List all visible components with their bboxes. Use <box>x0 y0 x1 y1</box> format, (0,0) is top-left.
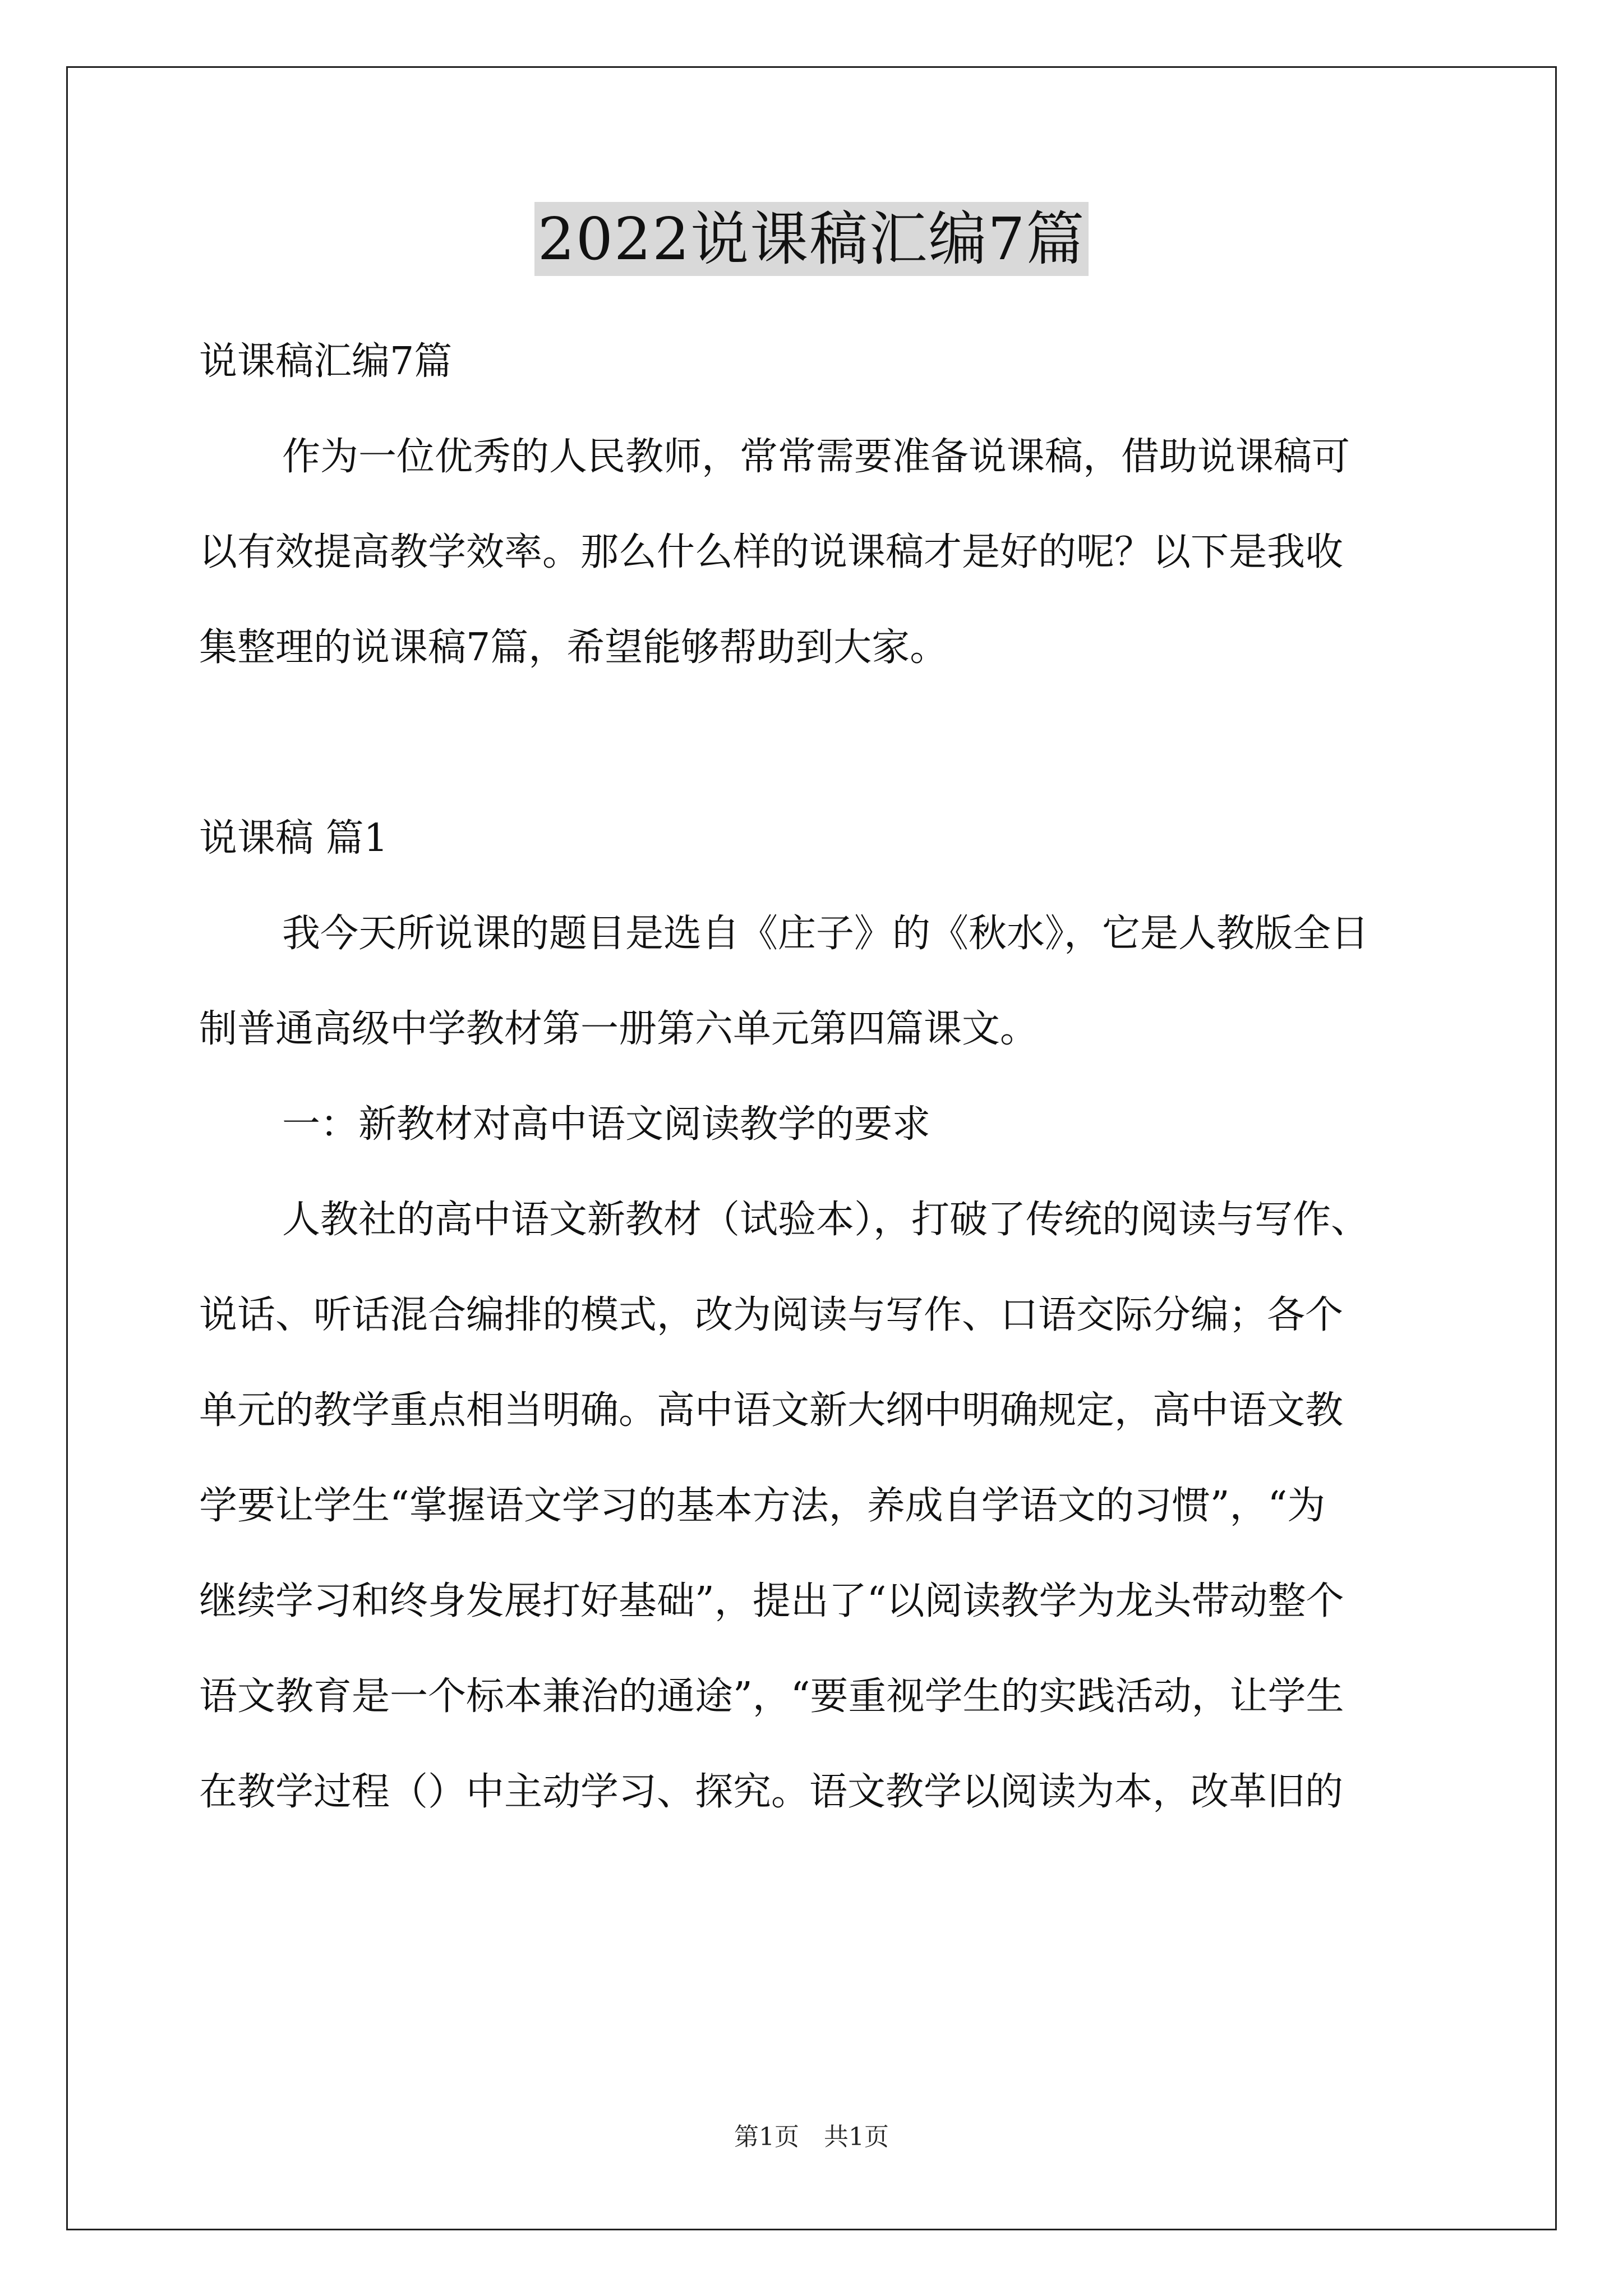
title-area <box>0 202 1623 276</box>
body-line: 制普通高级中学教材第一册第六单元第四篇课文。 <box>199 1007 1039 1051</box>
body-line: 学要让学生“掌握语文学习的基本方法，养成自学语文的习惯”，“为 <box>199 1484 1326 1528</box>
intro-line: 集整理的说课稿7篇，希望能够帮助到大家。 <box>199 625 948 670</box>
body-line: 人教社的高中语文新教材（试验本），打破了传统的阅读与写作、 <box>282 1198 1370 1242</box>
intro-line: 以有效提高教学效率。那么什么样的说课稿才是好的呢？以下是我收 <box>199 530 1344 574</box>
document-body <box>199 314 1455 1840</box>
page-footer: 第1页 共1页 <box>734 2123 889 2151</box>
body-line: 在教学过程（）中主动学习、探究。语文教学以阅读为本，改革旧的 <box>199 1770 1344 1814</box>
paragraph-gap <box>199 696 1455 791</box>
body-line: 单元的教学重点相当明确。高中语文新大纲中明确规定，高中语文教 <box>199 1388 1344 1433</box>
document-subtitle: 说课稿汇编7篇 <box>199 339 453 384</box>
document-title: 2022说课稿汇编7篇 <box>534 202 1089 276</box>
body-line: 我今天所说课的题目是选自《庄子》的《秋水》，它是人教版全日 <box>282 912 1370 956</box>
body-line: 说话、听话混合编排的模式，改为阅读与写作、口语交际分编；各个 <box>199 1293 1344 1337</box>
intro-line: 作为一位优秀的人民教师，常常需要准备说课稿，借助说课稿可 <box>282 435 1350 479</box>
body-line: 继续学习和终身发展打好基础”，提出了“以阅读教学为龙头带动整个 <box>199 1579 1344 1623</box>
section-heading: 说课稿 篇1 <box>199 816 388 861</box>
subsection-heading: 一：新教材对高中语文阅读教学的要求 <box>282 1102 931 1147</box>
body-line: 语文教育是一个标本兼治的通途”，“要重视学生的实践活动，让学生 <box>199 1674 1344 1719</box>
